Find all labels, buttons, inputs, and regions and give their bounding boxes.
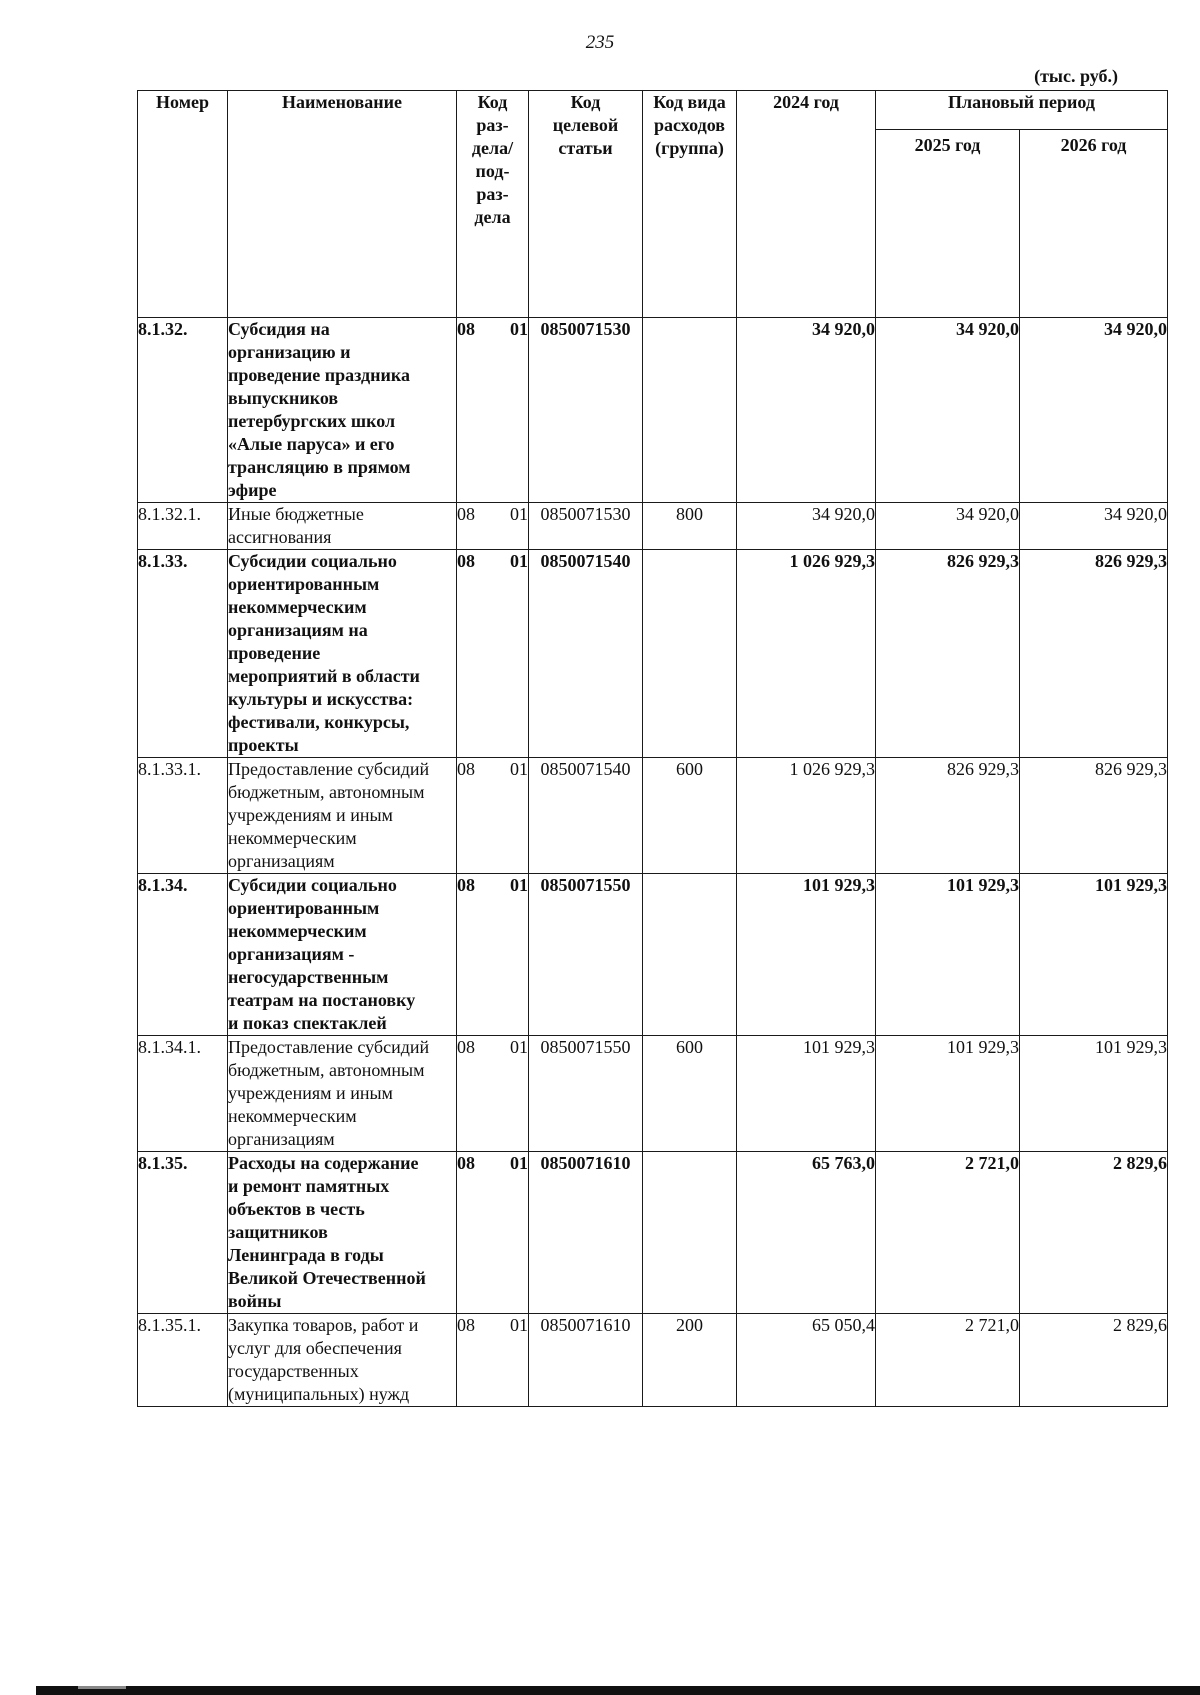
- row-subsection: 01: [510, 551, 528, 571]
- header-csr-line: целевой: [552, 115, 619, 135]
- name-line: Предоставление субсидий: [228, 1037, 430, 1057]
- header-csr-line: Код: [570, 92, 601, 112]
- row-name: [228, 1152, 457, 1314]
- name-line: государственных: [228, 1361, 359, 1381]
- row-section-code: [457, 1036, 529, 1152]
- row-section: 08: [457, 504, 475, 524]
- header-plan-period: Плановый период: [876, 91, 1168, 130]
- row-name: [228, 1036, 457, 1152]
- row-number: 8.1.35.: [138, 1152, 228, 1314]
- table-row: [138, 503, 1168, 550]
- row-expense-type: 600: [643, 758, 737, 874]
- name-line: бюджетным, автономным: [228, 782, 425, 802]
- row-amount-2026: 101 929,3: [1020, 874, 1168, 1036]
- row-expense-type: [643, 874, 737, 1036]
- row-amount-2026: 101 929,3: [1020, 1036, 1168, 1152]
- row-amount-2025: 826 929,3: [876, 550, 1020, 758]
- row-subsection: 01: [510, 759, 528, 779]
- row-amount-2024: 101 929,3: [737, 1036, 876, 1152]
- row-amount-2024: 1 026 929,3: [737, 550, 876, 758]
- name-line: защитников: [228, 1222, 328, 1242]
- row-section-code: [457, 1314, 529, 1407]
- name-line: культуры и искусства:: [228, 689, 414, 709]
- row-subsection: 01: [510, 319, 528, 339]
- name-line: проведение праздника: [228, 365, 410, 385]
- row-subsection: 01: [510, 875, 528, 895]
- name-line: фестивали, конкурсы,: [228, 712, 410, 732]
- row-target-code: 0850071610: [529, 1314, 643, 1407]
- header-target-code: [529, 91, 643, 318]
- header-expense-type: [643, 91, 737, 318]
- row-target-code: 0850071550: [529, 1036, 643, 1152]
- row-amount-2026: 34 920,0: [1020, 503, 1168, 550]
- row-section: 08: [457, 1315, 475, 1335]
- table-row: [138, 758, 1168, 874]
- row-target-code: 0850071530: [529, 318, 643, 503]
- name-line: некоммерческим: [228, 828, 357, 848]
- name-line: Предоставление субсидий: [228, 759, 430, 779]
- header-section-line: Код: [477, 92, 508, 112]
- name-line: некоммерческим: [228, 597, 367, 617]
- row-section: 08: [457, 759, 475, 779]
- row-number: 8.1.32.: [138, 318, 228, 503]
- row-amount-2026: 2 829,6: [1020, 1314, 1168, 1407]
- row-expense-type: [643, 550, 737, 758]
- row-number: 8.1.33.1.: [138, 758, 228, 874]
- name-line: учреждениям и иным: [228, 1083, 393, 1103]
- row-amount-2026: 2 829,6: [1020, 1152, 1168, 1314]
- row-amount-2026: 34 920,0: [1020, 318, 1168, 503]
- row-name: [228, 1314, 457, 1407]
- row-subsection: 01: [510, 1153, 528, 1173]
- name-line: и показ спектаклей: [228, 1013, 387, 1033]
- name-line: ассигнования: [228, 527, 332, 547]
- row-section-code: [457, 758, 529, 874]
- header-section-line: раз-: [476, 184, 509, 204]
- header-section-code: [457, 91, 529, 318]
- row-target-code: 0850071610: [529, 1152, 643, 1314]
- name-line: «Алые паруса» и его: [228, 434, 395, 454]
- name-line: некоммерческим: [228, 921, 367, 941]
- name-line: театрам на постановку: [228, 990, 416, 1010]
- table-row: [138, 1036, 1168, 1152]
- row-amount-2024: 65 050,4: [737, 1314, 876, 1407]
- row-amount-2024: 101 929,3: [737, 874, 876, 1036]
- table-row: [138, 1152, 1168, 1314]
- row-name: [228, 758, 457, 874]
- name-line: негосударственным: [228, 967, 389, 987]
- header-kvr-line: расходов: [654, 115, 725, 135]
- row-amount-2025: 2 721,0: [876, 1314, 1020, 1407]
- table-body: [138, 318, 1168, 1407]
- name-line: ориентированным: [228, 574, 380, 594]
- header-section-line: под-: [475, 161, 510, 181]
- name-line: Закупка товаров, работ и: [228, 1315, 419, 1335]
- name-line: (муниципальных) нужд: [228, 1384, 410, 1404]
- name-line: войны: [228, 1291, 282, 1311]
- header-section-line: раз-: [476, 115, 509, 135]
- row-amount-2025: 2 721,0: [876, 1152, 1020, 1314]
- row-amount-2025: 826 929,3: [876, 758, 1020, 874]
- name-line: организациям: [228, 1129, 335, 1149]
- name-line: организациям на: [228, 620, 368, 640]
- header-csr-line: статьи: [558, 138, 613, 158]
- row-section: 08: [457, 1153, 475, 1173]
- row-name: [228, 874, 457, 1036]
- name-line: Субсидии социально: [228, 551, 397, 571]
- name-line: проведение: [228, 643, 321, 663]
- name-line: Субсидии социально: [228, 875, 397, 895]
- row-target-code: 0850071540: [529, 550, 643, 758]
- row-section: 08: [457, 1037, 475, 1057]
- name-line: и ремонт памятных: [228, 1176, 390, 1196]
- row-subsection: 01: [510, 1037, 528, 1057]
- header-kvr-line: Код вида: [653, 92, 726, 112]
- name-line: Субсидия на: [228, 319, 330, 339]
- name-line: учреждениям и иным: [228, 805, 393, 825]
- row-section: 08: [457, 551, 475, 571]
- row-amount-2026: 826 929,3: [1020, 758, 1168, 874]
- scan-edge-bar: [36, 1686, 1200, 1695]
- name-line: бюджетным, автономным: [228, 1060, 425, 1080]
- row-section: 08: [457, 319, 475, 339]
- table-header-row: [138, 91, 1168, 130]
- row-amount-2024: 65 763,0: [737, 1152, 876, 1314]
- row-number: 8.1.34.1.: [138, 1036, 228, 1152]
- name-line: Иные бюджетные: [228, 504, 364, 524]
- row-amount-2025: 101 929,3: [876, 1036, 1020, 1152]
- row-target-code: 0850071550: [529, 874, 643, 1036]
- row-amount-2025: 34 920,0: [876, 318, 1020, 503]
- row-number: 8.1.35.1.: [138, 1314, 228, 1407]
- row-expense-type: 200: [643, 1314, 737, 1407]
- row-target-code: 0850071540: [529, 758, 643, 874]
- name-line: трансляцию в прямом: [228, 457, 411, 477]
- row-expense-type: [643, 1152, 737, 1314]
- name-line: некоммерческим: [228, 1106, 357, 1126]
- name-line: проекты: [228, 735, 299, 755]
- row-amount-2024: 1 026 929,3: [737, 758, 876, 874]
- row-expense-type: [643, 318, 737, 503]
- header-year-2024: 2024 год: [737, 91, 876, 318]
- row-subsection: 01: [510, 504, 528, 524]
- name-line: организациям -: [228, 944, 355, 964]
- name-line: организациям: [228, 851, 335, 871]
- name-line: эфире: [228, 480, 277, 500]
- page-number: 235: [585, 32, 615, 53]
- name-line: петербургских школ: [228, 411, 396, 431]
- row-amount-2026: 826 929,3: [1020, 550, 1168, 758]
- row-section-code: [457, 503, 529, 550]
- name-line: ориентированным: [228, 898, 380, 918]
- header-year-2025: 2025 год: [876, 130, 1020, 318]
- header-number: Номер: [138, 91, 228, 318]
- row-subsection: 01: [510, 1315, 528, 1335]
- row-amount-2024: 34 920,0: [737, 318, 876, 503]
- table-row: [138, 318, 1168, 503]
- row-name: [228, 550, 457, 758]
- table-row: [138, 1314, 1168, 1407]
- row-number: 8.1.33.: [138, 550, 228, 758]
- name-line: мероприятий в области: [228, 666, 420, 686]
- name-line: Ленинграда в годы: [228, 1245, 384, 1265]
- budget-table: [137, 90, 1168, 1407]
- row-section: 08: [457, 875, 475, 895]
- scan-edge-gap: [78, 1686, 126, 1689]
- header-year-2026: 2026 год: [1020, 130, 1168, 318]
- row-target-code: 0850071530: [529, 503, 643, 550]
- header-section-line: дела/: [471, 138, 514, 158]
- row-amount-2025: 101 929,3: [876, 874, 1020, 1036]
- row-section-code: [457, 550, 529, 758]
- name-line: услуг для обеспечения: [228, 1338, 402, 1358]
- row-number: 8.1.34.: [138, 874, 228, 1036]
- table-row: [138, 874, 1168, 1036]
- name-line: объектов в честь: [228, 1199, 365, 1219]
- table-row: [138, 550, 1168, 758]
- row-name: [228, 503, 457, 550]
- row-section-code: [457, 318, 529, 503]
- row-expense-type: 800: [643, 503, 737, 550]
- header-kvr-line: (группа): [655, 138, 724, 158]
- row-section-code: [457, 1152, 529, 1314]
- name-line: выпускников: [228, 388, 339, 408]
- row-name: [228, 318, 457, 503]
- header-section-line: дела: [474, 207, 511, 227]
- name-line: Великой Отечественной: [228, 1268, 426, 1288]
- row-amount-2024: 34 920,0: [737, 503, 876, 550]
- name-line: организацию и: [228, 342, 351, 362]
- header-name: Наименование: [228, 91, 457, 318]
- row-amount-2025: 34 920,0: [876, 503, 1020, 550]
- name-line: Расходы на содержание: [228, 1153, 419, 1173]
- row-number: 8.1.32.1.: [138, 503, 228, 550]
- row-expense-type: 600: [643, 1036, 737, 1152]
- units-label: (тыс. руб.): [1034, 66, 1118, 86]
- row-section-code: [457, 874, 529, 1036]
